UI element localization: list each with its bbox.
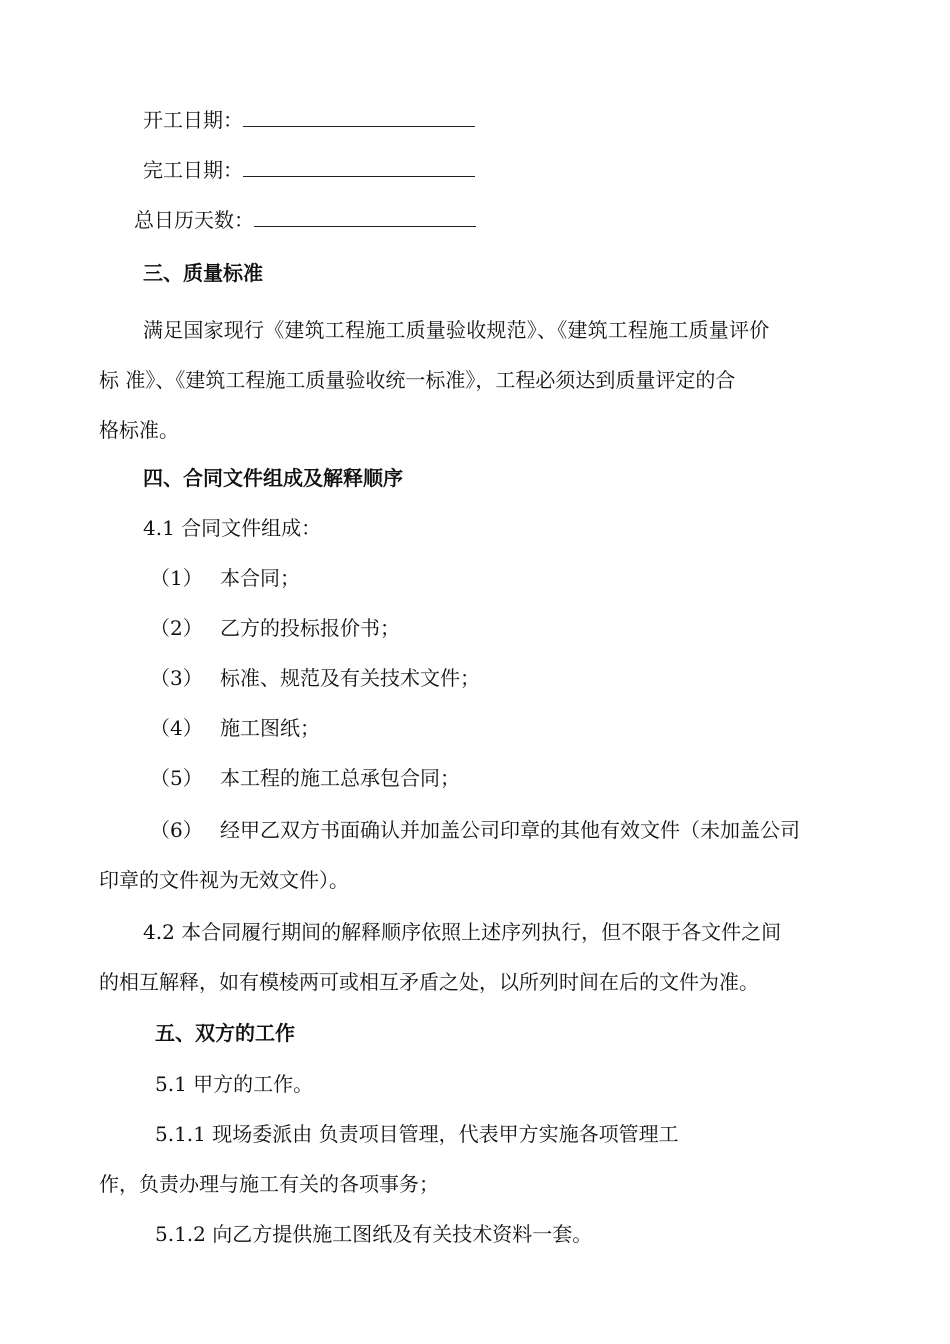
total-days-row <box>134 206 476 234</box>
section5-heading: 五、双方的工作 <box>155 1021 295 1045</box>
list-item-text: 本合同； <box>220 566 300 590</box>
list-item <box>150 816 800 844</box>
start-date-row <box>143 106 475 134</box>
list-item-number: （2） <box>150 616 203 640</box>
section3-para-line3: 格标准。 <box>99 418 179 442</box>
section5-sub11-line1: 5.1.1 现场委派由 负责项目管理，代表甲方实施各项管理工 <box>155 1122 679 1146</box>
section3-para-line2: 标 准》、《建筑工程施工质量验收统一标准》，工程必须达到质量评定的合 <box>99 368 736 392</box>
list-item <box>150 664 480 692</box>
section3-heading: 三、质量标准 <box>143 261 263 285</box>
list-item-number: （3） <box>150 666 203 690</box>
section5-sub1: 5.1 甲方的工作。 <box>155 1072 314 1096</box>
start-date-blank[interactable] <box>243 106 475 127</box>
list-item-text: 经甲乙双方书面确认并加盖公司印章的其他有效文件（未加盖公司 <box>220 818 800 842</box>
section5-sub12: 5.1.2 向乙方提供施工图纸及有关技术资料一套。 <box>155 1222 593 1246</box>
section3-para-line1: 满足国家现行《建筑工程施工质量验收规范》、《建筑工程施工质量评价 <box>143 318 770 342</box>
list-item-text: 乙方的投标报价书； <box>220 616 400 640</box>
start-date-label: 开工日期： <box>143 108 243 132</box>
section4-sub2-line2: 的相互解释，如有模棱两可或相互矛盾之处，以所列时间在后的文件为准。 <box>99 970 759 994</box>
end-date-row <box>143 156 475 184</box>
list-item <box>150 714 320 742</box>
section4-heading: 四、合同文件组成及解释顺序 <box>143 466 403 490</box>
total-days-label: 总日历天数： <box>134 208 254 232</box>
section4-sub1: 4.1 合同文件组成： <box>143 516 322 540</box>
list-item <box>150 764 460 792</box>
end-date-label: 完工日期： <box>143 158 243 182</box>
list-item-continuation: 印章的文件视为无效文件）。 <box>99 868 349 892</box>
list-item <box>150 614 400 642</box>
section5-sub11-line2: 作，负责办理与施工有关的各项事务； <box>99 1172 439 1196</box>
total-days-blank[interactable] <box>254 206 476 227</box>
list-item <box>150 564 300 592</box>
list-item-text: 标准、规范及有关技术文件； <box>220 666 480 690</box>
list-item-number: （6） <box>150 818 203 842</box>
list-item-text: 施工图纸； <box>220 716 320 740</box>
list-item-text: 本工程的施工总承包合同； <box>220 766 460 790</box>
list-item-number: （1） <box>150 566 203 590</box>
list-item-number: （4） <box>150 716 203 740</box>
end-date-blank[interactable] <box>243 156 475 177</box>
section4-sub2-line1: 4.2 本合同履行期间的解释顺序依照上述序列执行，但不限于各文件之间 <box>143 920 782 944</box>
list-item-number: （5） <box>150 766 203 790</box>
